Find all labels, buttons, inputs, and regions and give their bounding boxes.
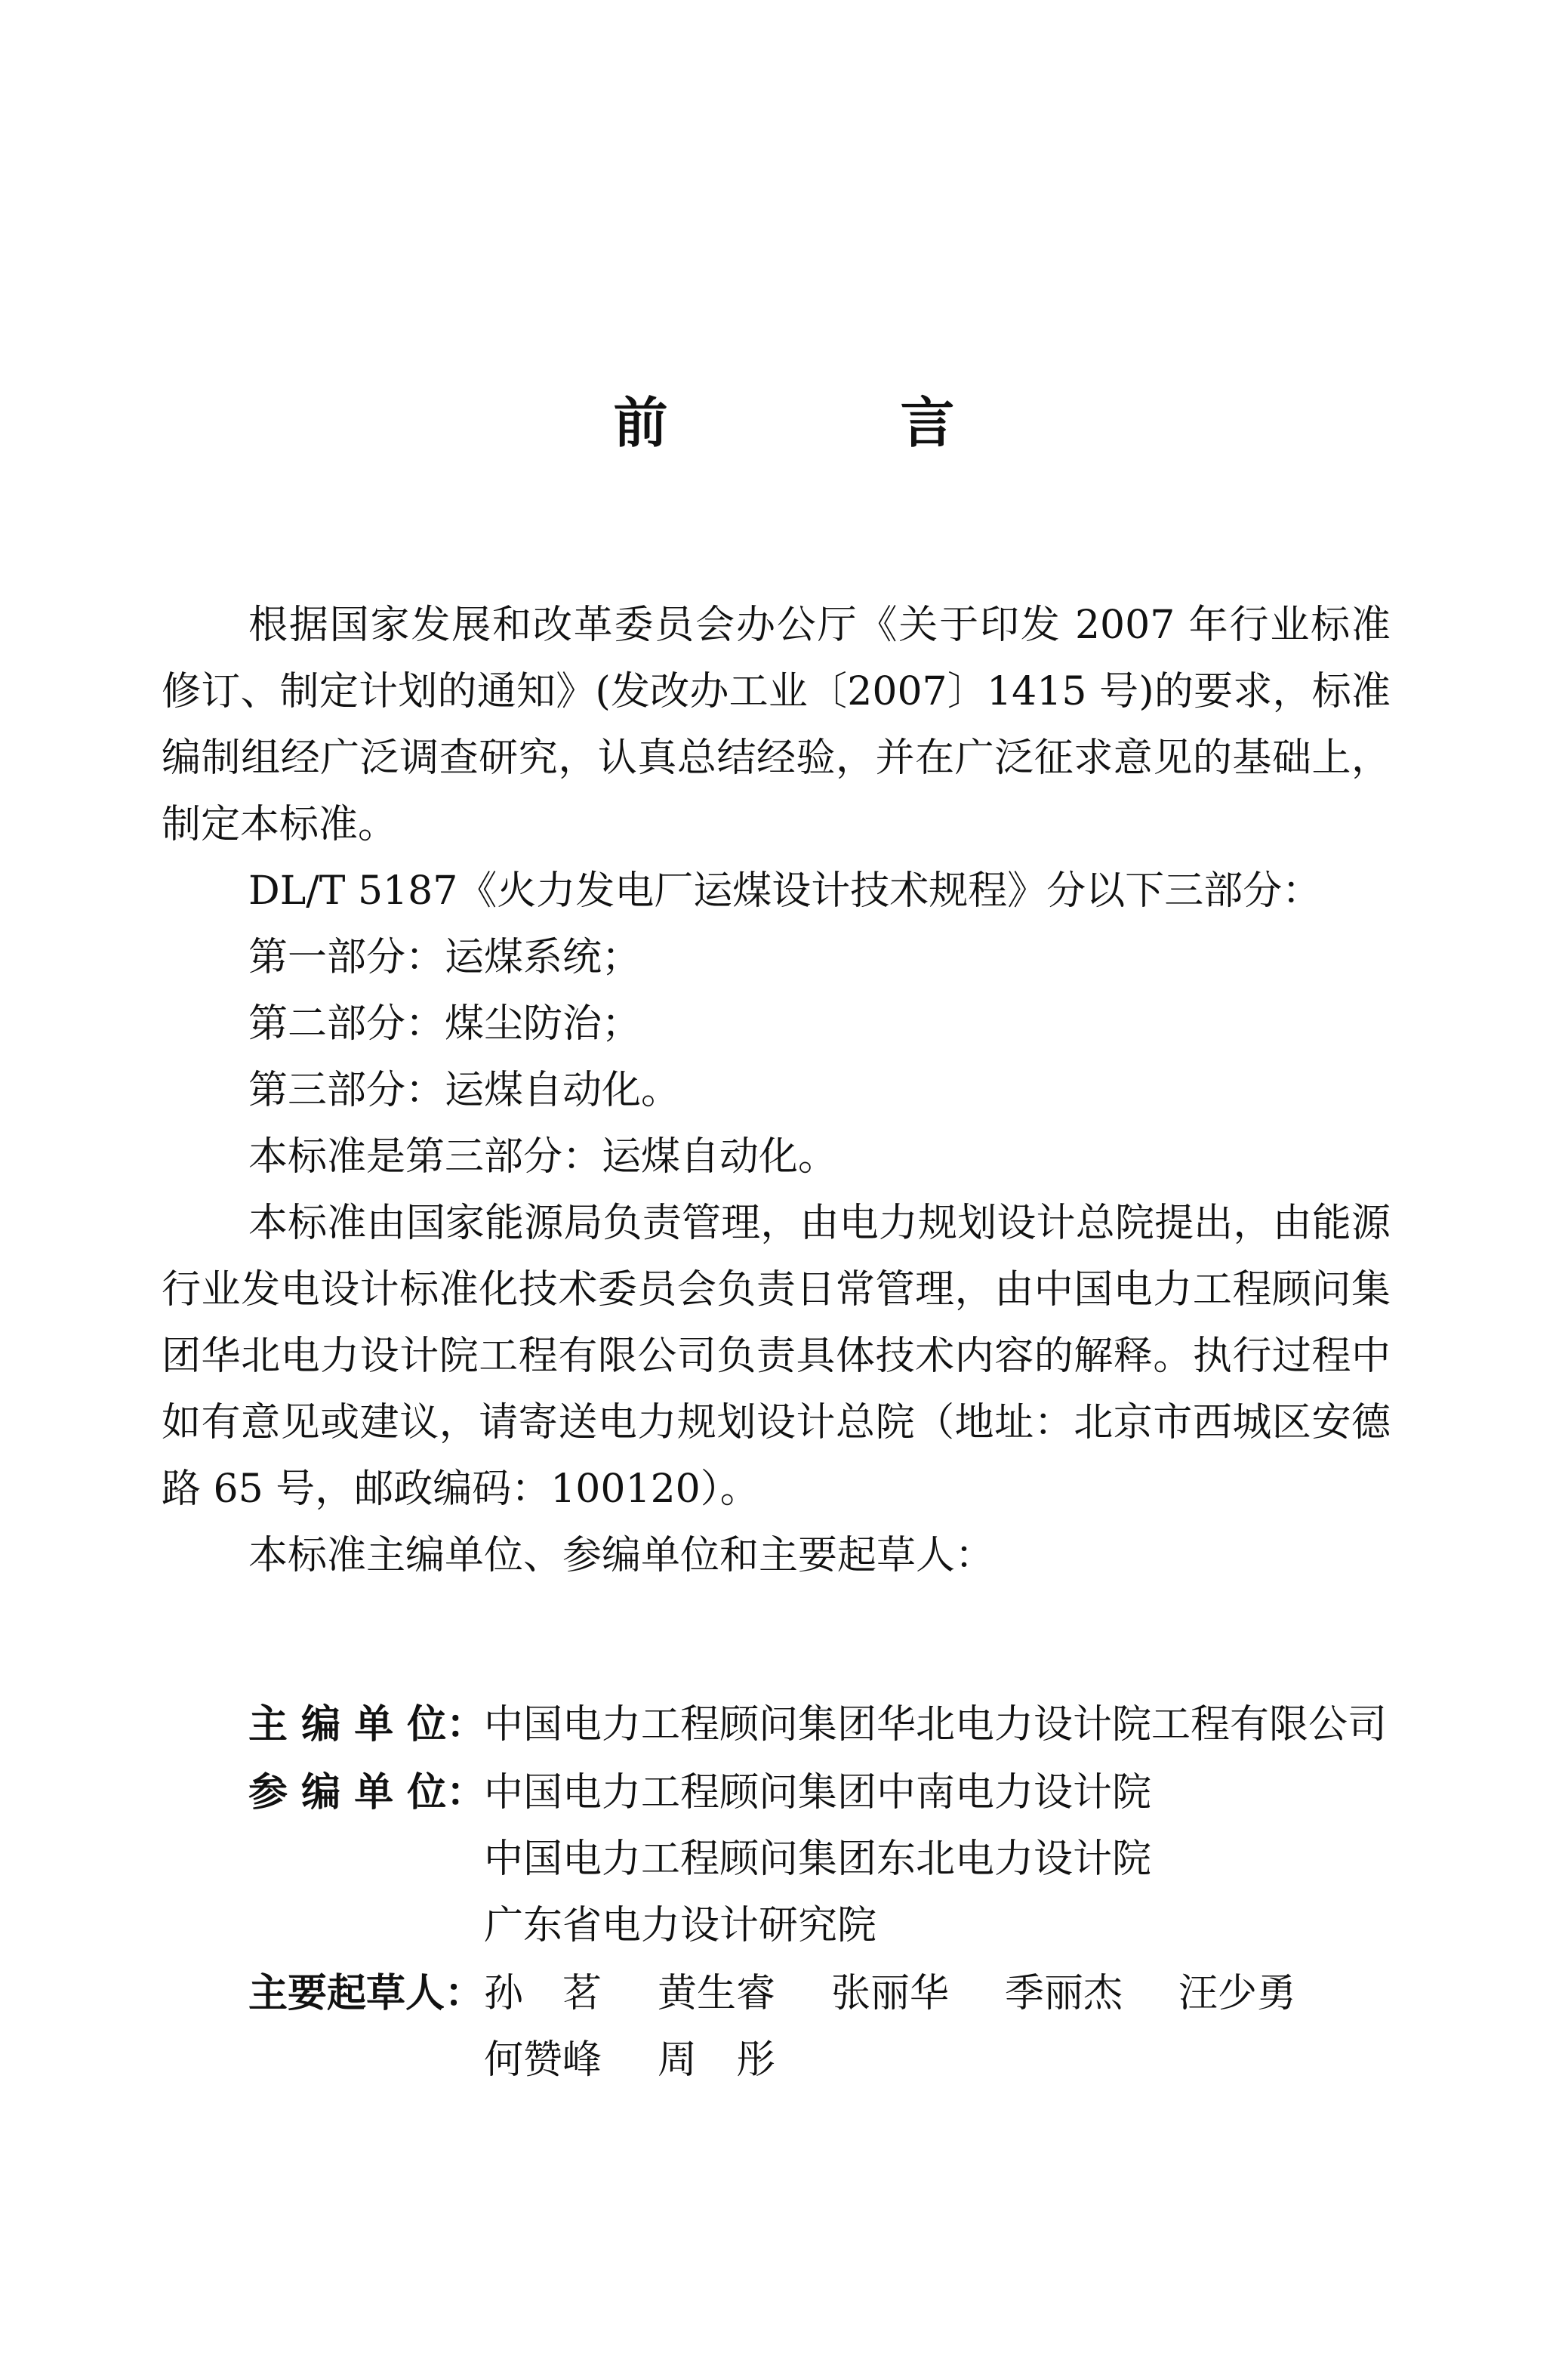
credits-block [162, 1692, 1391, 2095]
drafters-names [484, 1960, 1391, 2093]
drafter-name: 黄生睿 [658, 1971, 776, 2016]
chief-unit-values [484, 1692, 1391, 1758]
preface-body [162, 592, 1391, 1589]
list-item-part-3: 第三部分：运煤自动化。 [248, 1068, 681, 1113]
participating-unit: 广东省电力设计研究院 [484, 1903, 877, 1948]
paragraph-management: 本标准由国家能源局负责管理，由电力规划设计总院提出，由能源行业发电设计标准化技术委员会负责日常管理，由中国电力工程顾问集团华北电力设计院工程有限公司负责具体技术内容的解释。执行过程中如有意见或建议，请寄送电力规划设计总院（地址：北京市西城区安德路 65 号，邮政编码：100120）。 [162, 1201, 1391, 1512]
drafter-name: 周 彤 [658, 2037, 776, 2083]
participating-unit: 中国电力工程顾问集团中南电力设计院 [484, 1770, 1152, 1815]
drafter-name: 孙 茗 [484, 1971, 602, 2016]
participating-units-label: 参 编 单 位： [248, 1770, 486, 1815]
drafter-name: 汪少勇 [1178, 1971, 1297, 2016]
chief-unit-row [162, 1692, 1391, 1758]
paragraph-this-part: 本标准是第三部分：运煤自动化。 [248, 1134, 838, 1180]
drafter-name: 何赞峰 [484, 2037, 602, 2083]
paragraph-parts-intro: DL/T 5187《火力发电厂运煤设计技术规程》分以下三部分： [248, 868, 1322, 914]
participating-unit: 中国电力工程顾问集团东北电力设计院 [484, 1837, 1152, 1882]
chief-unit-name: 中国电力工程顾问集团华北电力设计院工程有限公司 [484, 1702, 1388, 1747]
paragraph-basis: 根据国家发展和改革委员会办公厅《关于印发 2007 年行业标准修订、制定计划的通知》(发改办工业〔2007〕1415 号)的要求，标准编制组经广泛调查研究，认真总结经验，并在广泛征求意见的基础上，制定本标准。 [162, 603, 1391, 847]
drafter-name: 季丽杰 [1005, 1971, 1123, 2016]
list-item-part-1: 第一部分：运煤系统； [248, 935, 642, 980]
participating-units-row [162, 1760, 1391, 1959]
list-item-part-2: 第二部分：煤尘防治； [248, 1001, 642, 1047]
paragraph-credits-intro: 本标准主编单位、参编单位和主要起草人： [248, 1533, 995, 1578]
drafter-name: 张丽华 [831, 1971, 950, 2016]
chief-unit-label: 主 编 单 位： [248, 1702, 486, 1747]
page-title: 前 言 [613, 391, 1044, 455]
drafters-label: 主要起草人： [248, 1971, 485, 2016]
drafters-row [162, 1960, 1391, 2093]
participating-units-values [484, 1760, 1391, 1959]
